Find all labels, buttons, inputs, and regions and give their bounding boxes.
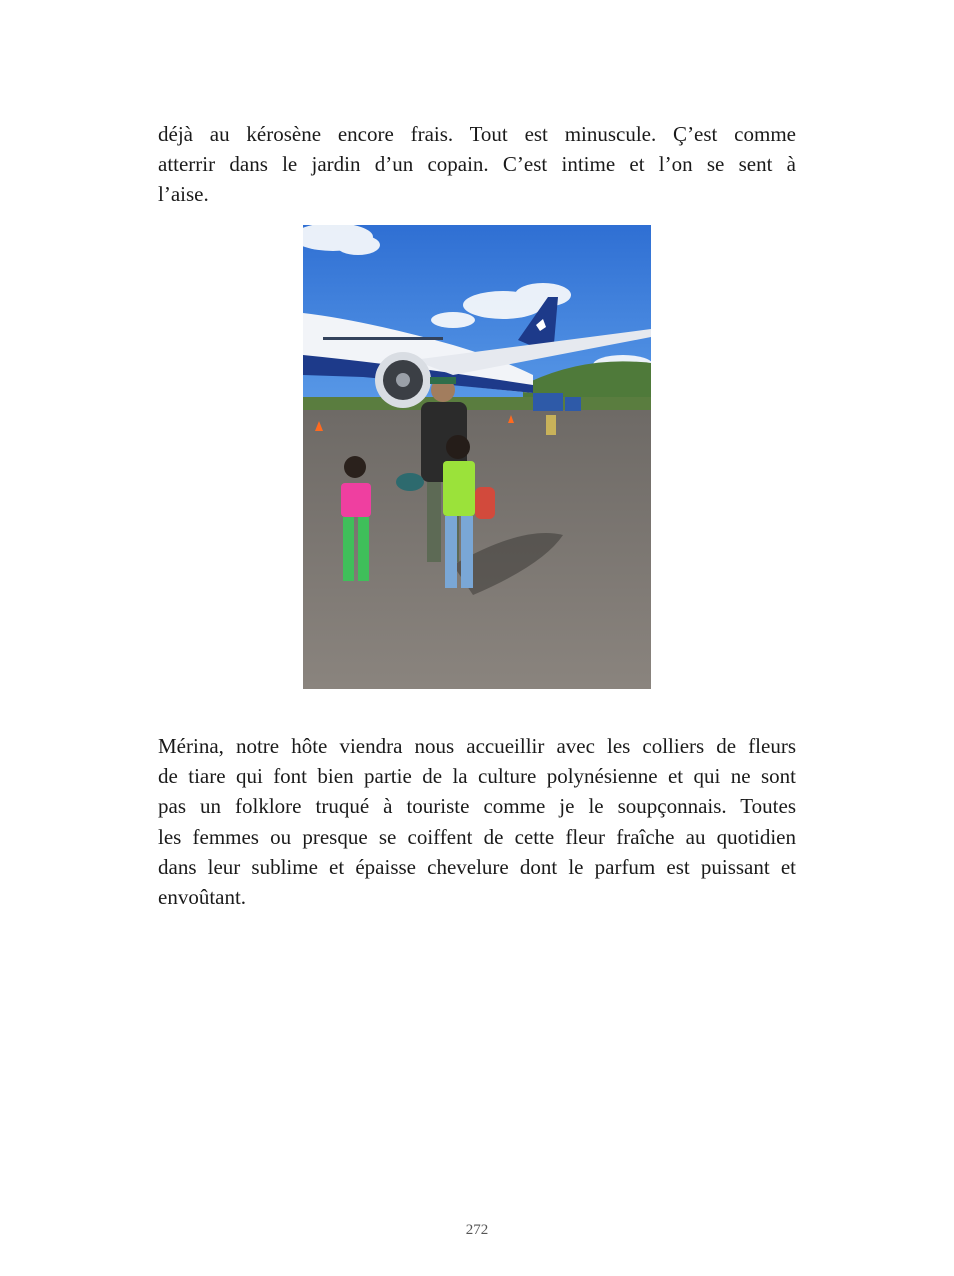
paragraph-2-line: de tiare qui font bien partie de la culture polynésienne et qui ne sont (158, 764, 796, 789)
paragraph-2-line: dans leur sublime et épaisse chevelure dont le parfum est puissant et (158, 854, 796, 879)
page-number: 272 (465, 1222, 489, 1238)
paragraph-1-line: atterrir dans le jardin d’un copain. C’est intime et l’on se sent à (158, 152, 796, 177)
paragraph-1-line: l’aise. (158, 182, 209, 207)
paragraph-1 (158, 119, 796, 210)
paragraph-2 (158, 731, 796, 912)
paragraph-2-line: Mérina, notre hôte viendra nous accueillir avec les colliers de fleurs (158, 734, 796, 758)
paragraph-1-line: déjà au kérosène encore frais. Tout est minuscule. Ç’est comme (158, 122, 796, 146)
paragraph-2-line: pas un folklore truqué à touriste comme je le soupçonnais. Toutes (158, 794, 796, 819)
paragraph-2-line: les femmes ou presque se coiffent de cette fleur fraîche au quotidien (158, 824, 796, 849)
paragraph-2-line: envoûtant. (158, 885, 247, 910)
airport-photo (303, 225, 651, 689)
tarmac (303, 410, 651, 689)
